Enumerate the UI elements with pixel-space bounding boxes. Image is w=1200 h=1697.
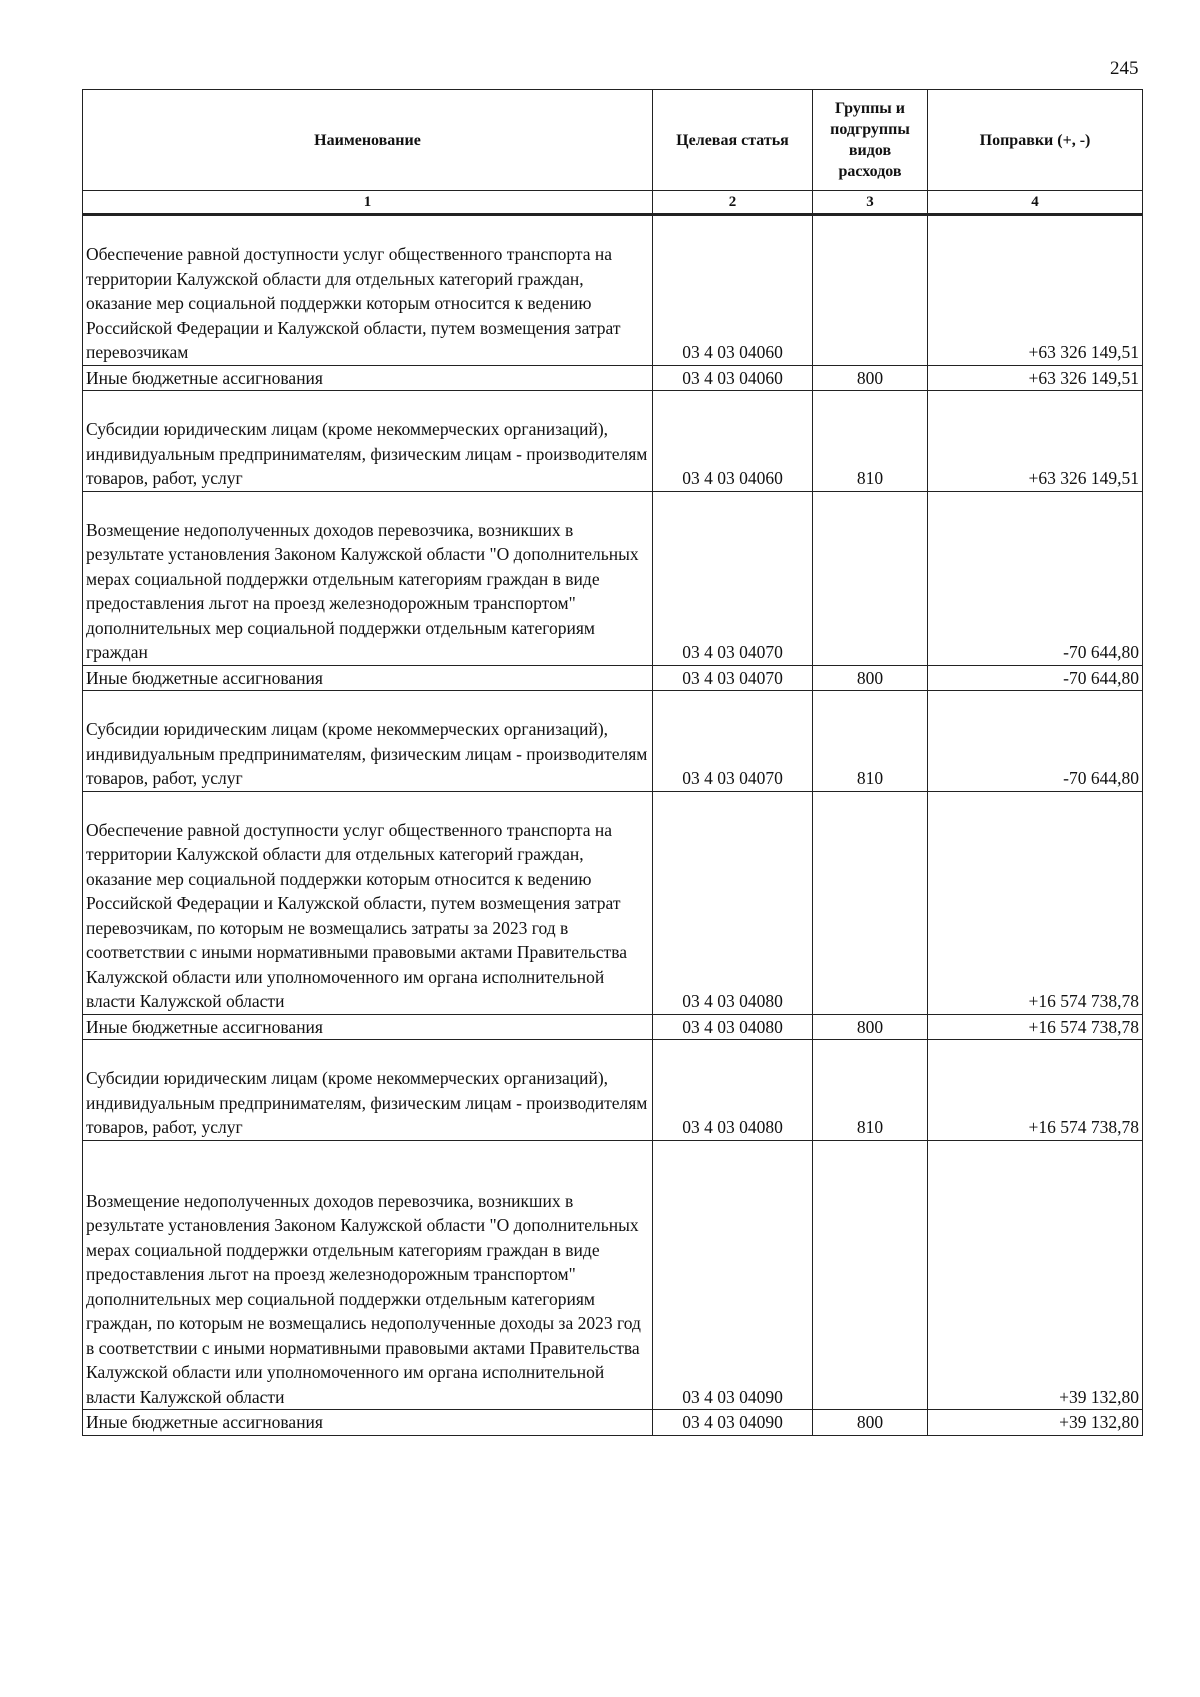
table-row: [83, 665, 1143, 691]
column-number: 4: [928, 191, 1143, 215]
row-amendment: +63 326 149,51: [928, 391, 1143, 492]
row-name: Иные бюджетные ассигнования: [83, 1014, 653, 1040]
row-expense-group: [813, 791, 928, 1014]
row-amendment: +63 326 149,51: [928, 215, 1143, 366]
row-name: Иные бюджетные ассигнования: [83, 1410, 653, 1436]
row-expense-group: [813, 215, 928, 366]
row-expense-group: [813, 1140, 928, 1410]
row-target-article: 03 4 03 04090: [653, 1410, 813, 1436]
row-name: Возмещение недополученных доходов перевозчика, возникших в результате установления Законом Калужской области "О дополнительных мерах социальной поддержки отдельным категориям граждан в виде предоставления льгот на проезд железнодорожным транспортом" дополнительных мер социальной поддержки отдельным категориям граждан: [83, 491, 653, 665]
row-target-article: 03 4 03 04060: [653, 365, 813, 391]
row-amendment: -70 644,80: [928, 491, 1143, 665]
row-name: Субсидии юридическим лицам (кроме некоммерческих организаций), индивидуальным предпринимателям, физическим лицам - производителям товаров, работ, услуг: [83, 391, 653, 492]
row-amendment: -70 644,80: [928, 665, 1143, 691]
page-number: 245: [1110, 58, 1139, 79]
table-row: [83, 491, 1143, 665]
row-target-article: 03 4 03 04060: [653, 215, 813, 366]
row-expense-group: 800: [813, 665, 928, 691]
row-expense-group: 800: [813, 1014, 928, 1040]
table-row: [83, 1040, 1143, 1141]
row-expense-group: 810: [813, 391, 928, 492]
table-row: [83, 365, 1143, 391]
row-target-article: 03 4 03 04060: [653, 391, 813, 492]
row-expense-group: 800: [813, 365, 928, 391]
row-name: Обеспечение равной доступности услуг общественного транспорта на территории Калужской области для отдельных категорий граждан, оказание мер социальной поддержки которым относится к ведению Российской Федерации и Калужской области, путем возмещения затрат перевозчикам, по которым не возмещались затраты за 2023 год в соответствии с иными нормативными правовыми актами Правительства Калужской области или уполномоченного им органа исполнительной власти Калужской области: [83, 791, 653, 1014]
row-expense-group: [813, 491, 928, 665]
row-name: Иные бюджетные ассигнования: [83, 365, 653, 391]
table-row: [83, 1014, 1143, 1040]
row-target-article: 03 4 03 04090: [653, 1140, 813, 1410]
header-name: Наименование: [83, 90, 653, 191]
table-row: [83, 691, 1143, 792]
budget-table: [82, 89, 1143, 1436]
row-name: Иные бюджетные ассигнования: [83, 665, 653, 691]
column-number: 1: [83, 191, 653, 215]
table-row: [83, 1140, 1143, 1410]
row-target-article: 03 4 03 04070: [653, 691, 813, 792]
row-target-article: 03 4 03 04080: [653, 1040, 813, 1141]
row-target-article: 03 4 03 04070: [653, 491, 813, 665]
table-row: [83, 215, 1143, 366]
row-expense-group: 810: [813, 1040, 928, 1141]
column-number: 2: [653, 191, 813, 215]
row-name: Субсидии юридическим лицам (кроме некоммерческих организаций), индивидуальным предпринимателям, физическим лицам - производителям товаров, работ, услуг: [83, 691, 653, 792]
table-row: [83, 391, 1143, 492]
row-expense-group: 800: [813, 1410, 928, 1436]
header-amendments: Поправки (+, -): [928, 90, 1143, 191]
row-amendment: +16 574 738,78: [928, 1014, 1143, 1040]
row-target-article: 03 4 03 04080: [653, 791, 813, 1014]
row-amendment: +16 574 738,78: [928, 791, 1143, 1014]
table-body: [83, 215, 1143, 1436]
row-name: Обеспечение равной доступности услуг общественного транспорта на территории Калужской области для отдельных категорий граждан, оказание мер социальной поддержки которым относится к ведению Российской Федерации и Калужской области, путем возмещения затрат перевозчикам: [83, 215, 653, 366]
row-amendment: +63 326 149,51: [928, 365, 1143, 391]
row-target-article: 03 4 03 04070: [653, 665, 813, 691]
header-target-article: Целевая статья: [653, 90, 813, 191]
row-amendment: +39 132,80: [928, 1410, 1143, 1436]
row-amendment: -70 644,80: [928, 691, 1143, 792]
column-number: 3: [813, 191, 928, 215]
row-amendment: +39 132,80: [928, 1140, 1143, 1410]
row-amendment: +16 574 738,78: [928, 1040, 1143, 1141]
table-row: [83, 1410, 1143, 1436]
row-name: Субсидии юридическим лицам (кроме некоммерческих организаций), индивидуальным предпринимателям, физическим лицам - производителям товаров, работ, услуг: [83, 1040, 653, 1141]
header-expense-groups: Группы и подгруппы видов расходов: [813, 90, 928, 191]
row-name: Возмещение недополученных доходов перевозчика, возникших в результате установления Законом Калужской области "О дополнительных мерах социальной поддержки отдельным категориям граждан в виде предоставления льгот на проезд железнодорожным транспортом" дополнительных мер социальной поддержки отдельным категориям граждан, по которым не возмещались недополученные доходы за 2023 год в соответствии с иными нормативными правовыми актами Правительства Калужской области или уполномоченного им органа исполнительной власти Калужской области: [83, 1140, 653, 1410]
table-row: [83, 791, 1143, 1014]
row-expense-group: 810: [813, 691, 928, 792]
row-target-article: 03 4 03 04080: [653, 1014, 813, 1040]
